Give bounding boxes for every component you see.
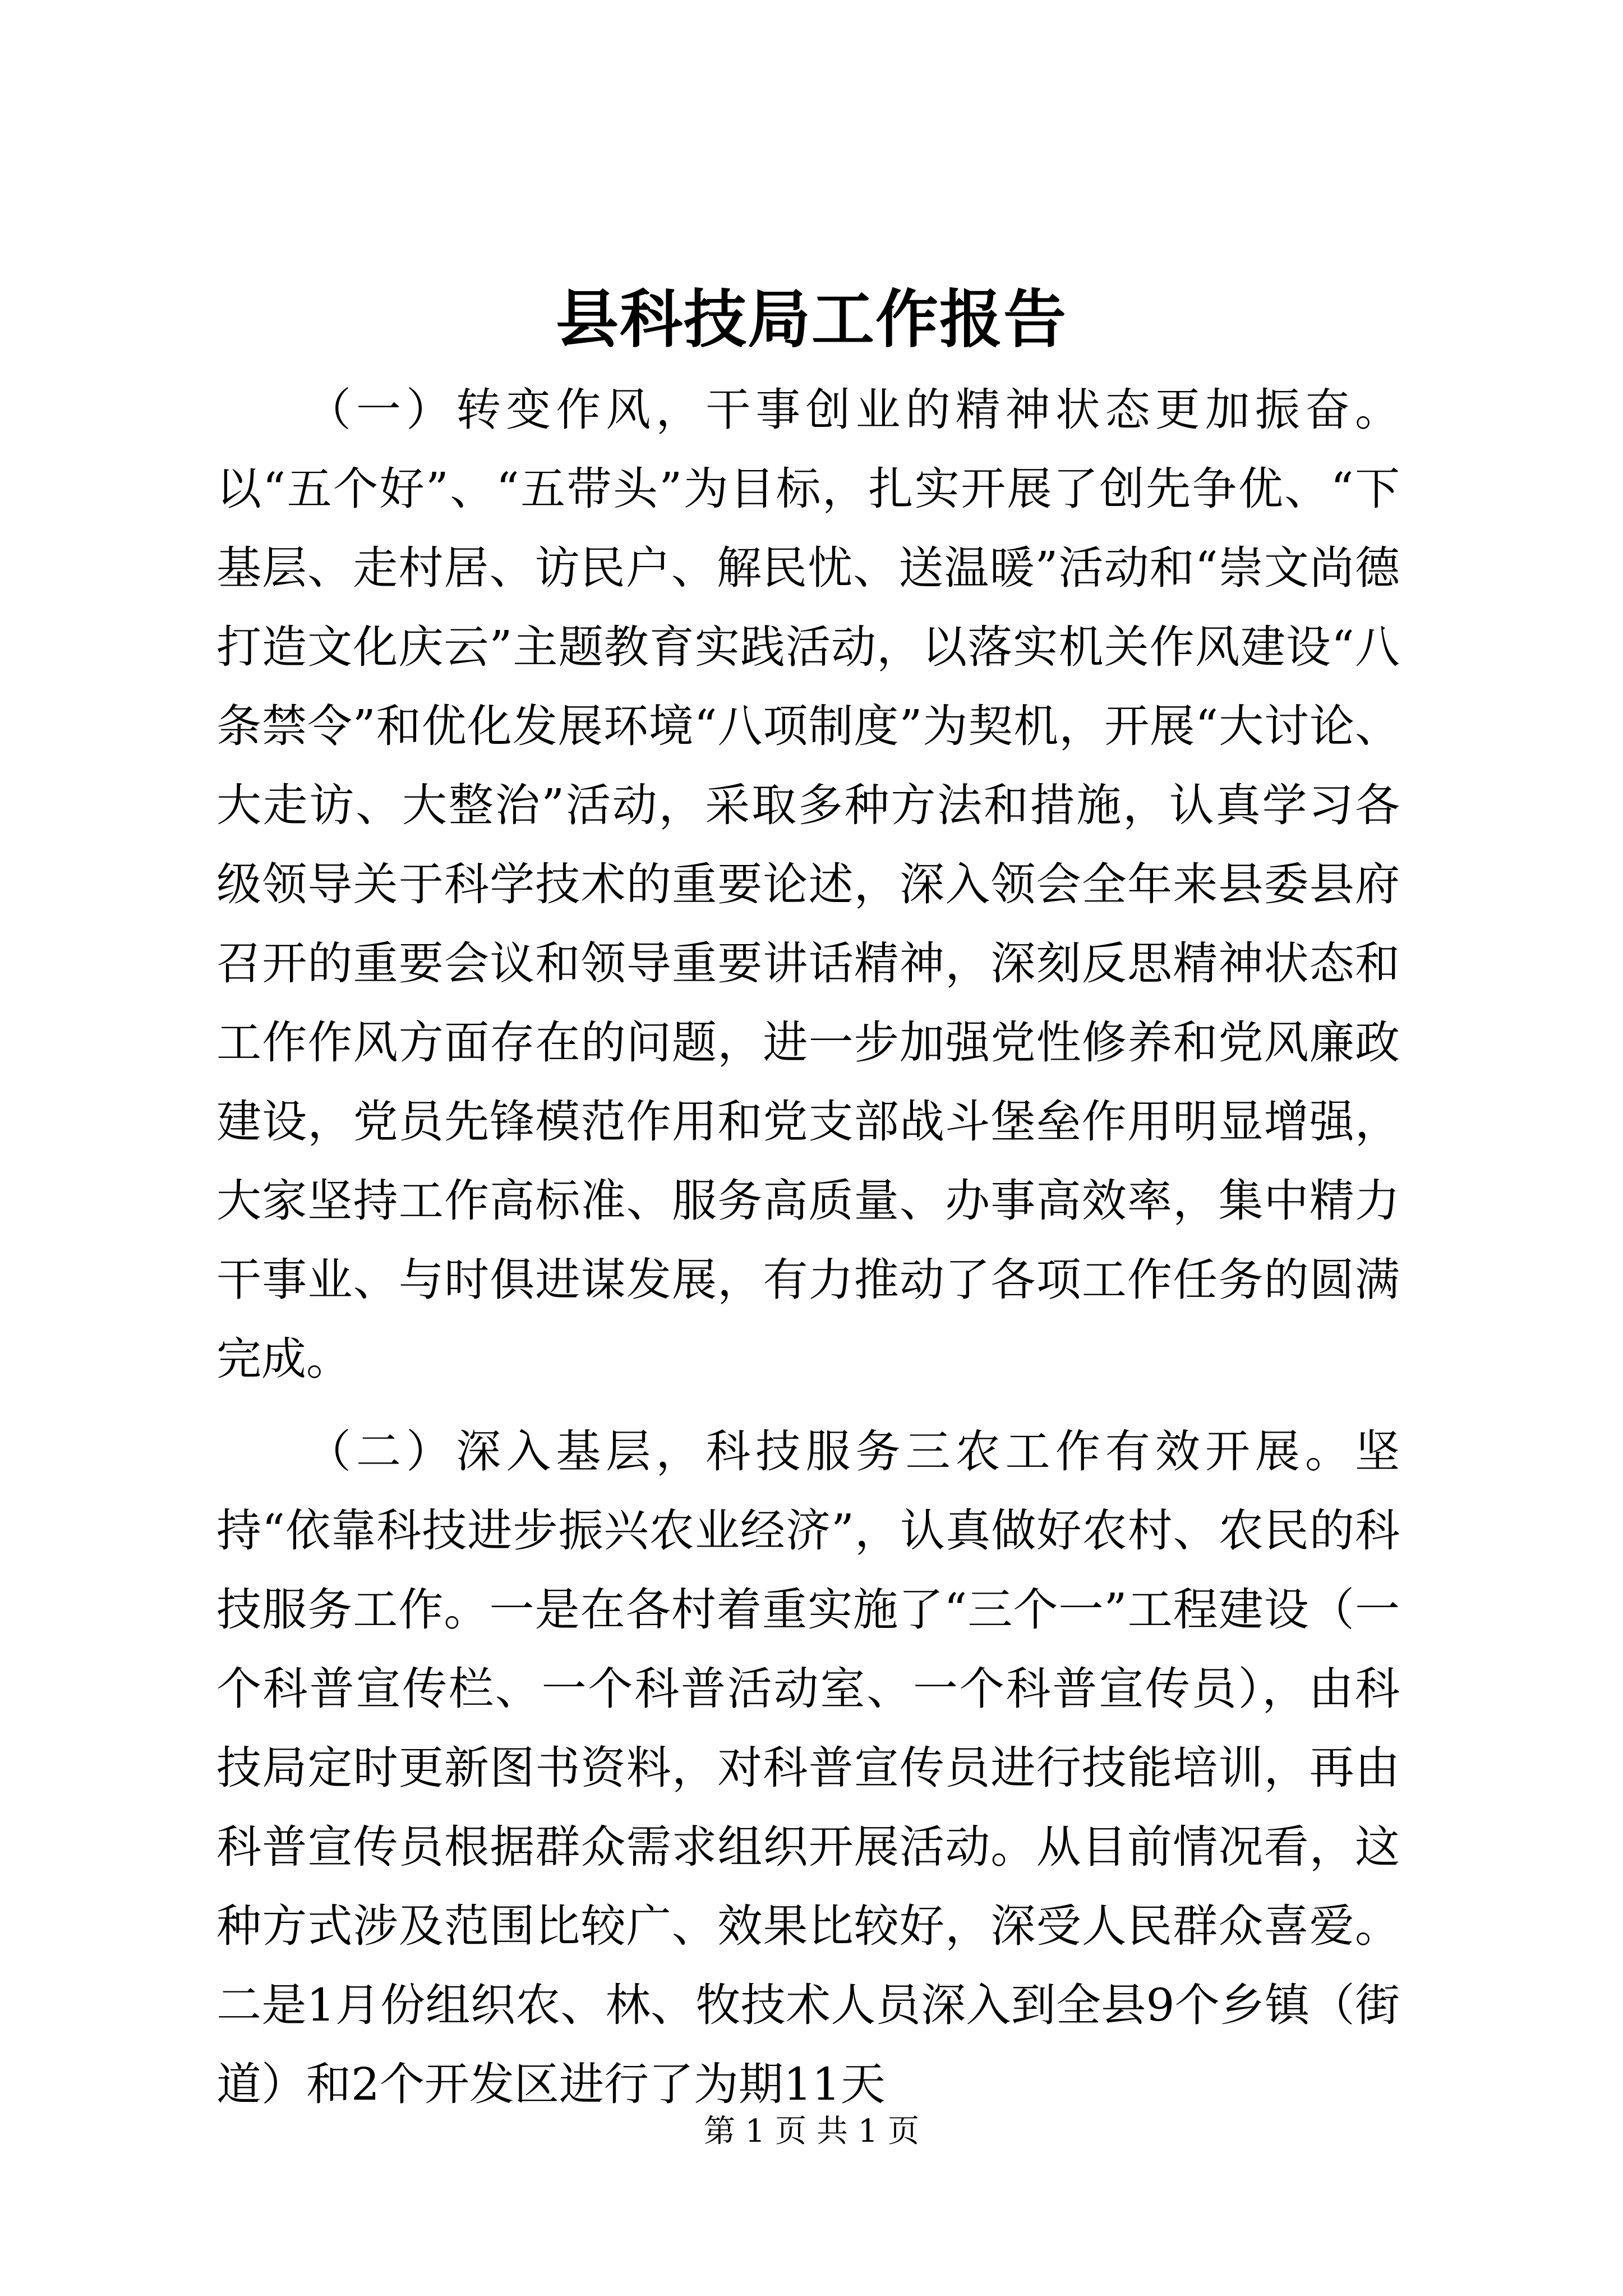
paragraph-1: （一）转变作风，干事创业的精神状态更加振奋。以“五个好”、“五带头”为目标，扎实开展了创先争优、“下基层、走村居、访民户、解民忧、送温暖”活动和“崇文尚德打造文化庆云”主题教育实践活动，以落实机关作风建设“八条禁令”和优化发展环境“八项制度”为契机，开展“大讨论、大走访、大整治”活动，采取多种方法和措施，认真学习各级领导关于科学技术的重要论述，深入领会全年来县委县府召开的重要会议和领导重要讲话精神，深刻反思精神状态和工作作风方面存在的问题，进一步加强党性修养和党风廉政建设，党员先锋模范作用和党支部战斗堡垒作用明显增强，大家坚持工作高标准、服务高质量、办事高效率，集中精力干事业、与时俱进谋发展，有力推动了各项工作任务的圆满完成。 — [216, 384, 1400, 1385]
page-number-footer: 第 1 页 共 1 页 — [703, 2113, 920, 2150]
document-title: 县科技局工作报告 — [556, 283, 1067, 356]
paragraph-2: （二）深入基层，科技服务三农工作有效开展。坚持“依靠科技进步振兴农业经济”，认真做好农村、农民的科技服务工作。一是在各村着重实施了“三个一”工程建设（一个科普宣传栏、一个科普活动室、一个科普宣传员），由科技局定时更新图书资料，对科普宣传员进行技能培训，再由科普宣传员根据群众需求组织开展活动。从目前情况看，这种方式涉及范围比较广、效果比较好，深受人民群众喜爱。二是1月份组织农、林、牧技术人员深入到全县9个乡镇（街道）和2个开发区进行了为期11天 — [216, 1425, 1400, 2110]
document-body — [216, 370, 1400, 2124]
